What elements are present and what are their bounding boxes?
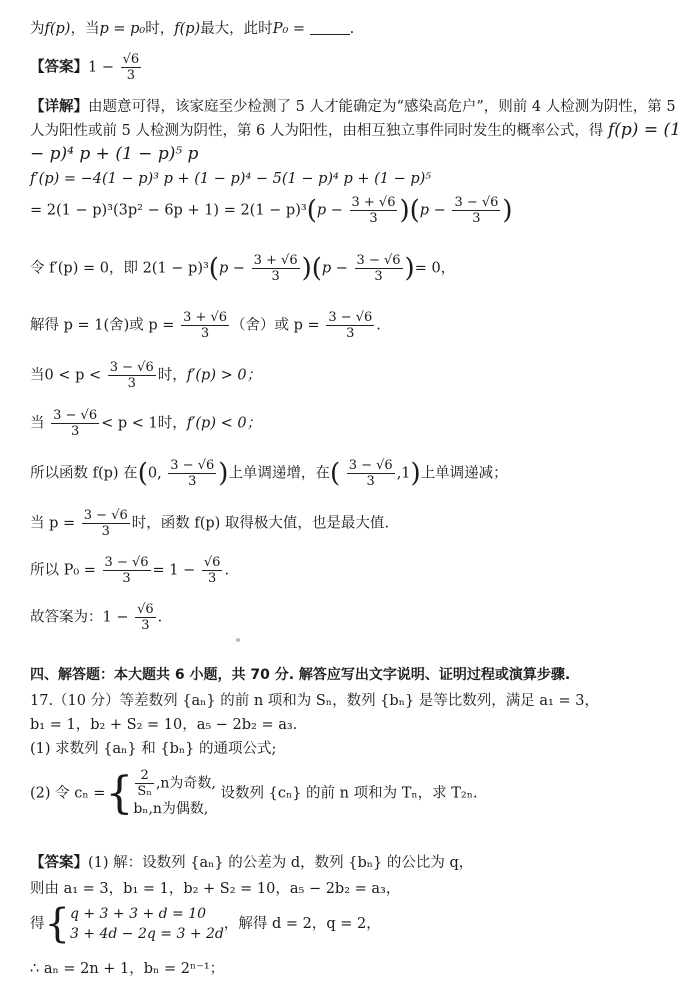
equation-f: f(p) = (1 − p)⁴ p + (1 − p)⁵ p	[30, 120, 681, 164]
equation-derivative	[30, 168, 683, 190]
numerator: √6	[122, 52, 140, 67]
answer17-system: 得{ q + 3 + 3 + d = 10 3 + 4d − 2q = 3 + 2d ，解得 d = 2，q = 2，	[30, 901, 381, 947]
denominator: 3	[126, 68, 136, 83]
math: = 1 −	[152, 562, 196, 579]
text: ，解得 d = 2，q = 2，	[223, 916, 381, 932]
math: < p < 1时，	[101, 415, 187, 432]
text: ，当	[70, 21, 100, 37]
denominator: 3	[208, 571, 217, 586]
math: 时，函数 f(p) 取得极大值，也是最大值.	[131, 515, 390, 532]
answer17-line2: 则由 a₁ = 3，b₁ = 1，b₂ + S₂ = 10，a₅ − 2b₂ = a₃，	[30, 881, 401, 897]
math: p −	[218, 260, 245, 277]
denominator: 3	[271, 269, 280, 284]
math: .	[376, 317, 381, 334]
numerator: 3 − √6	[348, 458, 393, 473]
math: 故答案为：1 −	[30, 609, 129, 626]
p0-line	[30, 555, 683, 595]
math: = 2(1 − p)³(3p² − 6p + 1) = 2(1 − p)³	[30, 202, 307, 219]
fraction	[168, 458, 216, 489]
case-text: ,n为奇数,	[155, 775, 216, 792]
denominator: 3	[70, 424, 80, 439]
fraction	[51, 408, 99, 439]
equation-solve	[30, 310, 683, 354]
denominator: 3	[369, 211, 378, 226]
fraction	[350, 195, 398, 226]
math: 令 f′(p) = 0，即 2(1 − p)³	[30, 260, 209, 277]
math: = 0，	[414, 260, 456, 277]
denominator: 3	[188, 474, 197, 489]
math: 所以函数 f(p) 在	[30, 465, 138, 482]
denominator: Sₙ	[137, 784, 152, 799]
text: 最大，此时	[200, 21, 273, 37]
numerator: 3 − √6	[53, 408, 98, 423]
numerator: 2	[135, 768, 154, 784]
fraction	[121, 52, 142, 83]
numerator: 3 − √6	[109, 360, 154, 375]
math: .	[224, 562, 230, 579]
denominator: 3	[101, 524, 110, 539]
speck	[236, 638, 240, 642]
text: 设数列 {cₙ} 的前 n 项和为 Tₙ，求 T₂ₙ.	[220, 785, 478, 802]
cases	[133, 768, 215, 819]
fraction	[452, 195, 500, 226]
text: 时，	[145, 21, 175, 37]
answer17-line1	[30, 852, 683, 874]
math: f(p)	[44, 21, 71, 37]
math: .	[157, 609, 163, 626]
math: 当	[30, 415, 45, 432]
math: p −	[321, 260, 348, 277]
numerator: 3 − √6	[104, 555, 149, 570]
math: f′(p) < 0；	[186, 415, 262, 432]
denominator: 3	[346, 326, 355, 341]
numerator: 3 + √6	[253, 253, 298, 268]
fraction	[82, 508, 130, 539]
case-text: bₙ,n为偶数,	[133, 801, 209, 817]
denominator: 3	[472, 211, 481, 226]
math: p −	[316, 202, 343, 219]
denominator: 3	[127, 376, 136, 391]
fraction	[202, 555, 223, 586]
fraction	[355, 253, 403, 284]
numerator: 3 + √6	[351, 195, 396, 210]
text: (1) 解：设数列 {aₙ} 的公差为 d，数列 {bₙ} 的公比为 q，	[88, 855, 474, 871]
case-increasing	[30, 360, 683, 400]
answer-line	[30, 52, 683, 83]
numerator: √6	[203, 555, 221, 570]
math: 当 p =	[30, 515, 76, 532]
q17-line2: b₁ = 1，b₂ + S₂ = 10，a₅ − 2b₂ = a₃.	[30, 717, 298, 733]
max-value-line	[30, 508, 683, 548]
answer-blank	[310, 20, 350, 35]
numerator: 3 + √6	[183, 310, 228, 325]
numerator: 3 − √6	[83, 508, 128, 523]
math: 当0 < p <	[30, 367, 102, 384]
fraction	[103, 555, 151, 586]
equation-factored: = 2(1 − p)³(3p² − 6p + 1) = 2(1 − p)³(p − $\frac{3 + √6}{3}$ )(p − $\frac{3 - √6}{3}$ )	[30, 195, 513, 226]
math: 1 −	[88, 59, 114, 76]
numerator: √6	[137, 602, 154, 617]
text: .	[349, 21, 355, 37]
math: (2) 令 cₙ =	[30, 785, 106, 802]
answer-tag: 【答案】	[30, 58, 88, 76]
case-decreasing	[30, 408, 683, 448]
denominator: 3	[200, 326, 210, 341]
math: f′(p) > 0；	[186, 367, 262, 384]
denominator: 3	[366, 474, 375, 489]
math: 上单调递增，在	[228, 465, 330, 482]
numerator: 3 − √6	[328, 310, 373, 325]
text: 为	[30, 21, 45, 37]
fraction	[108, 360, 156, 391]
fraction	[347, 458, 395, 489]
math: （舍）或 p =	[231, 317, 320, 334]
answer-tag: 【答案】	[30, 854, 88, 871]
q17-line1: 17.（10 分）等差数列 {aₙ} 的前 n 项和为 Sₙ，数列 {bₙ} 是等比数列，满足 a₁ = 3，	[30, 693, 599, 709]
cases	[70, 904, 224, 944]
denominator: 3	[141, 618, 150, 633]
answer17-result: ∴ aₙ = 2n + 1，bₙ = 2ⁿ⁻¹；	[30, 961, 225, 977]
math: 上单调递减；	[420, 465, 508, 482]
equation: 3 + 4d − 2q = 3 + 2d	[69, 926, 224, 942]
question-tail	[30, 18, 683, 40]
math: 所以 P₀ =	[30, 562, 96, 579]
monotonic-line: 所以函数 f(p) 在(0, $\frac{3 - √6}{3}$ )上单调递增，在( $\frac{3 - √6}{3}$ ,1)上单调递减；	[30, 458, 508, 489]
numerator: 3 − √6	[170, 458, 215, 473]
fraction	[135, 768, 154, 799]
q17-part2: (2) 令 cₙ ={ $\frac{2}{\text{Sₙ}}$ ,n为奇数, bₙ,n为偶数, 设数列 {cₙ} 的前 n 项和为 Tₙ，求 T₂ₙ.	[30, 767, 478, 819]
math: f(p)	[174, 21, 201, 37]
fraction	[252, 253, 300, 284]
detail-paragraph	[30, 95, 683, 167]
math: 时，	[157, 367, 187, 384]
math: p −	[419, 202, 446, 219]
denominator: 3	[374, 269, 383, 284]
math: f′(p) = −4(1 − p)³ p + (1 − p)⁴ − 5(1 − p)⁴ p + (1 − p)⁵	[30, 171, 432, 187]
text: 得	[30, 916, 45, 932]
equation-let: 令 f′(p) = 0，即 2(1 − p)³(p − $\frac{3 + √6}{3}$ )(p − $\frac{3 - √6}{3}$ )= 0，	[30, 253, 456, 284]
detail-tag: 【详解】	[30, 98, 88, 115]
fraction	[135, 602, 156, 633]
fraction	[326, 310, 374, 341]
math: 0,	[147, 465, 162, 482]
numerator: 3 − √6	[454, 195, 499, 210]
math: P₀ =	[272, 21, 306, 37]
final-answer-line	[30, 602, 683, 642]
math: 解得 p = 1(舍)或 p =	[30, 317, 175, 334]
denominator: 3	[122, 571, 131, 586]
section-heading: 四、解答题：本大题共 6 小题，共 70 分. 解答应写出文字说明、证明过程或演算步骤.	[30, 667, 571, 683]
equation: q + 3 + 3 + d = 10	[69, 906, 207, 922]
numerator: 3 − √6	[356, 253, 401, 268]
detail-text: 由题意可得，该家庭至少检测了 5 人才能确定为“感染高危户”，则前 4 人检测为阴性，第 5 人为阳性或前 5 人检测为阴性，第 6 人为阳性，由相互独立事件同时发生的概率公式，得	[30, 99, 676, 139]
fraction	[181, 310, 229, 341]
math: ,1	[396, 465, 411, 482]
q17-part1: (1) 求数列 {aₙ} 和 {bₙ} 的通项公式;	[30, 741, 277, 757]
math: p = p₀	[99, 21, 146, 37]
